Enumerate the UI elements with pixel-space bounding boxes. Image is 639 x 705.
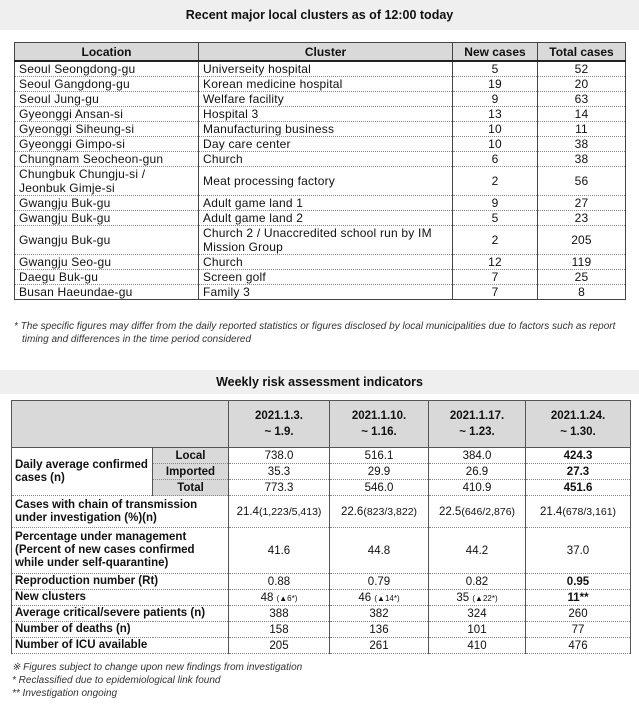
sub-label-local: Local [153, 448, 229, 464]
row-label-rt: Reproduction number (Rt) [12, 574, 229, 590]
cell-location: Gwangju Seo-gu [15, 255, 199, 270]
value-cell: 205 [229, 638, 330, 654]
column-header-cluster: Cluster [199, 43, 453, 62]
table-row [12, 528, 631, 574]
cell-cluster: Day care center [199, 137, 453, 152]
value-cell: 22.5(646/2,876) [429, 496, 526, 528]
row-label-deaths: Number of deaths (n) [12, 622, 229, 638]
cell-cluster: Hospital 3 [199, 107, 453, 122]
footnote-line: * Reclassified due to epidemiological link found [12, 675, 221, 686]
value-cell: 546.0 [330, 480, 429, 496]
cell-cluster: Welfare facility [199, 92, 453, 107]
cell-new-cases: 7 [453, 270, 538, 285]
value-cell: 22.6(823/3,822) [330, 496, 429, 528]
cell-total-cases: 23 [538, 211, 626, 226]
table-row [12, 622, 631, 638]
value-cell: 324 [429, 606, 526, 622]
clusters-footnote: * The specific figures may differ from the daily reported statistics or figures disclosed by local municipalities due to factors such as report timing and differences in the time period considered [14, 321, 616, 345]
weekly-title: Weekly risk assessment indicators [0, 370, 639, 394]
value-cell: 410 [429, 638, 526, 654]
value-cell: 738.0 [229, 448, 330, 464]
value-cell: 77 [526, 622, 631, 638]
cell-location: Seoul Jung-gu [15, 92, 199, 107]
weekly-footnotes [12, 661, 302, 700]
footnote-line: ※ Figures subject to change upon new findings from investigation [12, 662, 303, 673]
table-row [15, 77, 626, 92]
table-header-row [15, 43, 626, 62]
sub-label-total: Total [153, 480, 229, 496]
cell-location: Gwangju Buk-gu [15, 211, 199, 226]
value-cell: 451.6 [526, 480, 631, 496]
cell-total-cases: 8 [538, 285, 626, 300]
value-cell: 773.3 [229, 480, 330, 496]
value-cell: 410.9 [429, 480, 526, 496]
value-cell: 260 [526, 606, 631, 622]
table-row [12, 590, 631, 606]
value-cell: 29.9 [330, 464, 429, 480]
value-cell: 261 [330, 638, 429, 654]
cell-cluster: Church 2 / Unaccredited school run by IM Mission Group [199, 226, 453, 255]
cell-cluster: Korean medicine hospital [199, 77, 453, 92]
table-row [12, 496, 631, 528]
period-header: 2021.1.3. ~ 1.9. [229, 401, 330, 448]
cell-new-cases: 2 [453, 226, 538, 255]
period-header: 2021.1.17. ~ 1.23. [429, 401, 526, 448]
value-cell: 48 (▲6*) [229, 590, 330, 606]
row-label-icu: Number of ICU available [12, 638, 229, 654]
cell-cluster: Adult game land 2 [199, 211, 453, 226]
table-row [15, 122, 626, 137]
cell-new-cases: 12 [453, 255, 538, 270]
value-cell: 11** [526, 590, 631, 606]
cell-cluster: Family 3 [199, 285, 453, 300]
cell-total-cases: 20 [538, 77, 626, 92]
row-label-management: Percentage under management (Percent of new cases confirmed while under self-quarantine) [12, 528, 229, 574]
cell-location: Seoul Seongdong-gu [15, 61, 199, 77]
cell-cluster: Manufacturing business [199, 122, 453, 137]
cell-total-cases: 205 [538, 226, 626, 255]
cell-new-cases: 9 [453, 92, 538, 107]
cell-new-cases: 9 [453, 196, 538, 211]
table-row [15, 137, 626, 152]
period-header: 2021.1.24. ~ 1.30. [526, 401, 631, 448]
cell-cluster: Universeity hospital [199, 61, 453, 77]
row-label-daily-average: Daily average confirmed cases (n) [12, 448, 153, 496]
cell-total-cases: 38 [538, 152, 626, 167]
cell-location: Daegu Buk-gu [15, 270, 199, 285]
cell-total-cases: 25 [538, 270, 626, 285]
value-cell: 21.4(678/3,161) [526, 496, 631, 528]
period-header: 2021.1.10. ~ 1.16. [330, 401, 429, 448]
table-row [15, 167, 626, 196]
cell-new-cases: 2 [453, 167, 538, 196]
cell-location: Gyeonggi Siheung-si [15, 122, 199, 137]
value-cell: 44.2 [429, 528, 526, 574]
value-cell: 37.0 [526, 528, 631, 574]
cell-new-cases: 6 [453, 152, 538, 167]
value-cell: 384.0 [429, 448, 526, 464]
table-row [12, 574, 631, 590]
row-label-chain: Cases with chain of transmission under investigation (%)(n) [12, 496, 229, 528]
cell-location: Chungnam Seocheon-gun [15, 152, 199, 167]
cell-location: Gyeonggi Gimpo-si [15, 137, 199, 152]
cell-cluster: Screen golf [199, 270, 453, 285]
value-cell: 41.6 [229, 528, 330, 574]
value-cell: 27.3 [526, 464, 631, 480]
value-cell: 158 [229, 622, 330, 638]
clusters-table [14, 42, 626, 300]
cell-location: Gwangju Buk-gu [15, 196, 199, 211]
value-cell: 0.79 [330, 574, 429, 590]
cell-total-cases: 56 [538, 167, 626, 196]
cell-location: Chungbuk Chungju-si / Jeonbuk Gimje-si [15, 167, 199, 196]
cell-total-cases: 52 [538, 61, 626, 77]
table-header-row [12, 401, 631, 448]
cell-cluster: Church [199, 152, 453, 167]
value-cell: 101 [429, 622, 526, 638]
value-cell: 476 [526, 638, 631, 654]
table-row [15, 152, 626, 167]
cell-cluster: Church [199, 255, 453, 270]
cell-total-cases: 63 [538, 92, 626, 107]
cell-location: Gwangju Buk-gu [15, 226, 199, 255]
cell-new-cases: 10 [453, 122, 538, 137]
weekly-indicators-table [11, 400, 631, 654]
cell-total-cases: 14 [538, 107, 626, 122]
value-cell: 0.88 [229, 574, 330, 590]
cell-total-cases: 119 [538, 255, 626, 270]
cell-cluster: Adult game land 1 [199, 196, 453, 211]
cell-location: Seoul Gangdong-gu [15, 77, 199, 92]
value-cell: 382 [330, 606, 429, 622]
cell-location: Busan Haeundae-gu [15, 285, 199, 300]
value-cell: 388 [229, 606, 330, 622]
table-row [15, 211, 626, 226]
column-header-total-cases: Total cases [538, 43, 626, 62]
cell-new-cases: 5 [453, 61, 538, 77]
value-cell: 44.8 [330, 528, 429, 574]
value-cell: 26.9 [429, 464, 526, 480]
clusters-title: Recent major local clusters as of 12:00 today [0, 0, 639, 30]
value-cell: 46 (▲14*) [330, 590, 429, 606]
column-header-location: Location [15, 43, 199, 62]
row-label-critical: Average critical/severe patients (n) [12, 606, 229, 622]
cell-new-cases: 7 [453, 285, 538, 300]
value-cell: 136 [330, 622, 429, 638]
row-label-new-clusters: New clusters [12, 590, 229, 606]
table-row [15, 107, 626, 122]
value-cell: 35 (▲22*) [429, 590, 526, 606]
value-cell: 35.3 [229, 464, 330, 480]
table-row [15, 255, 626, 270]
cell-new-cases: 5 [453, 211, 538, 226]
value-cell: 0.95 [526, 574, 631, 590]
table-row [12, 448, 631, 464]
table-row [15, 226, 626, 255]
table-row [15, 61, 626, 77]
sub-label-imported: Imported [153, 464, 229, 480]
table-row [15, 196, 626, 211]
cell-location: Gyeonggi Ansan-si [15, 107, 199, 122]
value-cell: 516.1 [330, 448, 429, 464]
cell-total-cases: 38 [538, 137, 626, 152]
table-row [15, 270, 626, 285]
cell-new-cases: 13 [453, 107, 538, 122]
footnote-line: ** Investigation ongoing [12, 688, 118, 699]
table-row [15, 92, 626, 107]
table-row [15, 285, 626, 300]
value-cell: 0.82 [429, 574, 526, 590]
table-row [12, 606, 631, 622]
table-row [12, 638, 631, 654]
header-blank-cell [12, 401, 229, 448]
column-header-new-cases: New cases [453, 43, 538, 62]
cell-new-cases: 10 [453, 137, 538, 152]
cell-total-cases: 11 [538, 122, 626, 137]
cell-new-cases: 19 [453, 77, 538, 92]
value-cell: 21.4(1,223/5,413) [229, 496, 330, 528]
cell-cluster: Meat processing factory [199, 167, 453, 196]
value-cell: 424.3 [526, 448, 631, 464]
cell-total-cases: 27 [538, 196, 626, 211]
